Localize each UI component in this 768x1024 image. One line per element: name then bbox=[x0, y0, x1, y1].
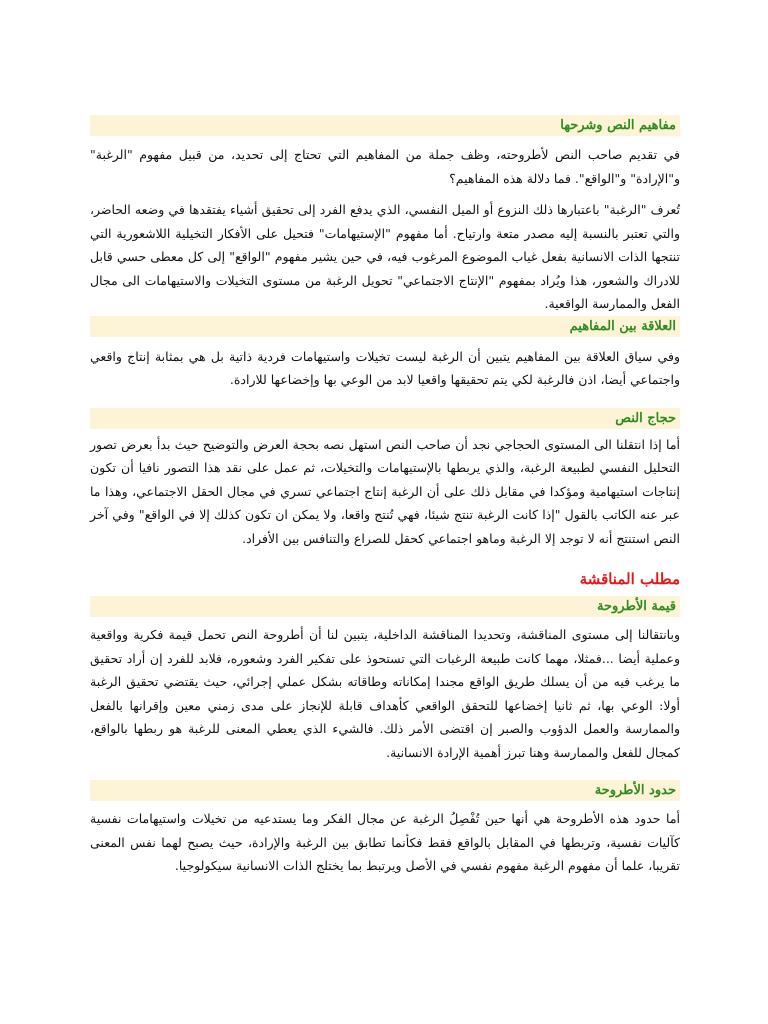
discussion-title: مطلب المناقشة bbox=[579, 570, 680, 588]
section-heading: حدود الأطروحة bbox=[90, 780, 680, 801]
paragraph: تُعرف "الرغبة" باعتبارها ذلك النزوع أو الميل النفسي، الذي يدفع الفرد إلى تحقيق أشياء يفتقدها في وضعه الحاضر، والتي تعتبر بالنسبة إليه مصدر متعة وارتياح. أما مفهوم "الإستيهامات" فتحيل على الأفكار التخيلية اللاشعورية التي تنتجها الذات الانسانية بفعل غياب الموضوع المرغوب فيه، في حين يشير مفهوم "الواقع" إلى كل معطى حسي قابل للادراك والشعور، هذا ويُراد بمفهوم "الإنتاج الاجتماعي" تحويل الرغبة من مستوى التخيلات والاستيهامات الى مجال الفعل والممارسة الواقعية. bbox=[90, 202, 680, 311]
paragraph: في تقديم صاحب النص لأطروحته، وظف جملة من المفاهيم التي تحتاج إلى تحديد، من قبيل مفهوم "الرغبة" و"الإرادة" و"الواقع". فما دلالة هذه المفاهيم؟ bbox=[90, 147, 680, 186]
section-argumentation bbox=[90, 408, 680, 551]
section-heading: قيمة الأطروحة bbox=[90, 596, 680, 617]
document-body bbox=[90, 115, 680, 878]
section-concepts bbox=[90, 115, 680, 316]
section-thesis-value bbox=[90, 596, 680, 764]
paragraph: أما حدود هذه الأطروحة هي أنها حين تُفْصِلُ الرغبة عن مجال الفكر وما يستدعيه من تخيلات واستيهامات نفسية كآليات نفسية، وتربطها في المقابل بالواقع فقط فكأنما تطابق بين الرغبة والإرادة، حيث يصبح لهما نفس المعنى تقريبا، علما أن مفهوم الرغبة مفهوم نفسي في الأصل ويرتبط بما يختلج الذات الانسانية سيكولوجيا. bbox=[90, 811, 680, 873]
section-thesis-limits bbox=[90, 780, 680, 878]
section-relations bbox=[90, 316, 680, 392]
paragraph: أما إذا انتقلنا الى المستوى الحجاجي نجد أن صاحب النص استهل نصه بحجة العرض والتوضيح حيث بدأ بعرض تصور التحليل النفسي لطبيعة الرغبة، والذي يربطها بالإستيهامات والتخيلات، ثم عمل على نقد هذا التصور نافيا أن تكون إنتاجات استيهامية ومؤكدا في مقابل ذلك على أن الرغبة إنتاج اجتماعي تسري في مجال الحقل الاجتماعي، وهذا ما عبر عنه الكاتب بالقول "إذا كانت الرغبة تنتج شيئا، فهي تُنتج واقعا، ولا يمكن ان تكون كذلك إلا في الواقع" وفي آخر النص استنتج أنه لا توجد إلا الرغبة وماهو اجتماعي كحقل للصراع والتنافس بين الأفراد. bbox=[90, 436, 680, 546]
section-heading: العلاقة بين المفاهيم bbox=[90, 316, 680, 337]
paragraph: وبانتقالنا إلى مستوى المناقشة، وتحديدا المناقشة الداخلية، يتبين لنا أن أطروحة النص تحمل قيمة فكرية وواقعية وعملية أيضا ...فمثلا، مهما كانت طبيعة الرغبات التي تستحوذ على تفكير الفرد وشعوره، فلابد للفرد إن أراد تحقيق ما يرغب فيه من أن يسلك طريق الواقع مجندا إمكاناته وطاقاته بشكل عملي إجرائي، حيث يقتضي تحقيق الرغبة أولا: الوعي بها، ثم ثانيا إخضاعها للتحقق الواقعي كأهداف قابلة للإنجاز على مدى زمني معين وإقرانها بالفعل والممارسة والعمل الدؤوب والصبر إن اقتضى الأمر ذلك. فالشيء الذي يعطي المعنى للرغبة هو ربطها بالواقع، كمجال للفعل والممارسة وهنا تبرز أهمية الإرادة الانسانية. bbox=[90, 627, 680, 760]
paragraph: وفي سياق العلاقة بين المفاهيم يتبين أن الرغبة ليست تخيلات واستيهامات فردية ذاتية بل هي بمثابة إنتاج واقعي واجتماعي أيضا، اذن فالرغبة لكي يتم تحقيقها واقعيا لابد من الوعي بها وإخضاعها للارادة. bbox=[90, 348, 680, 387]
section-heading: مفاهيم النص وشرحها bbox=[90, 115, 680, 136]
section-heading: حجاج النص bbox=[90, 408, 680, 429]
